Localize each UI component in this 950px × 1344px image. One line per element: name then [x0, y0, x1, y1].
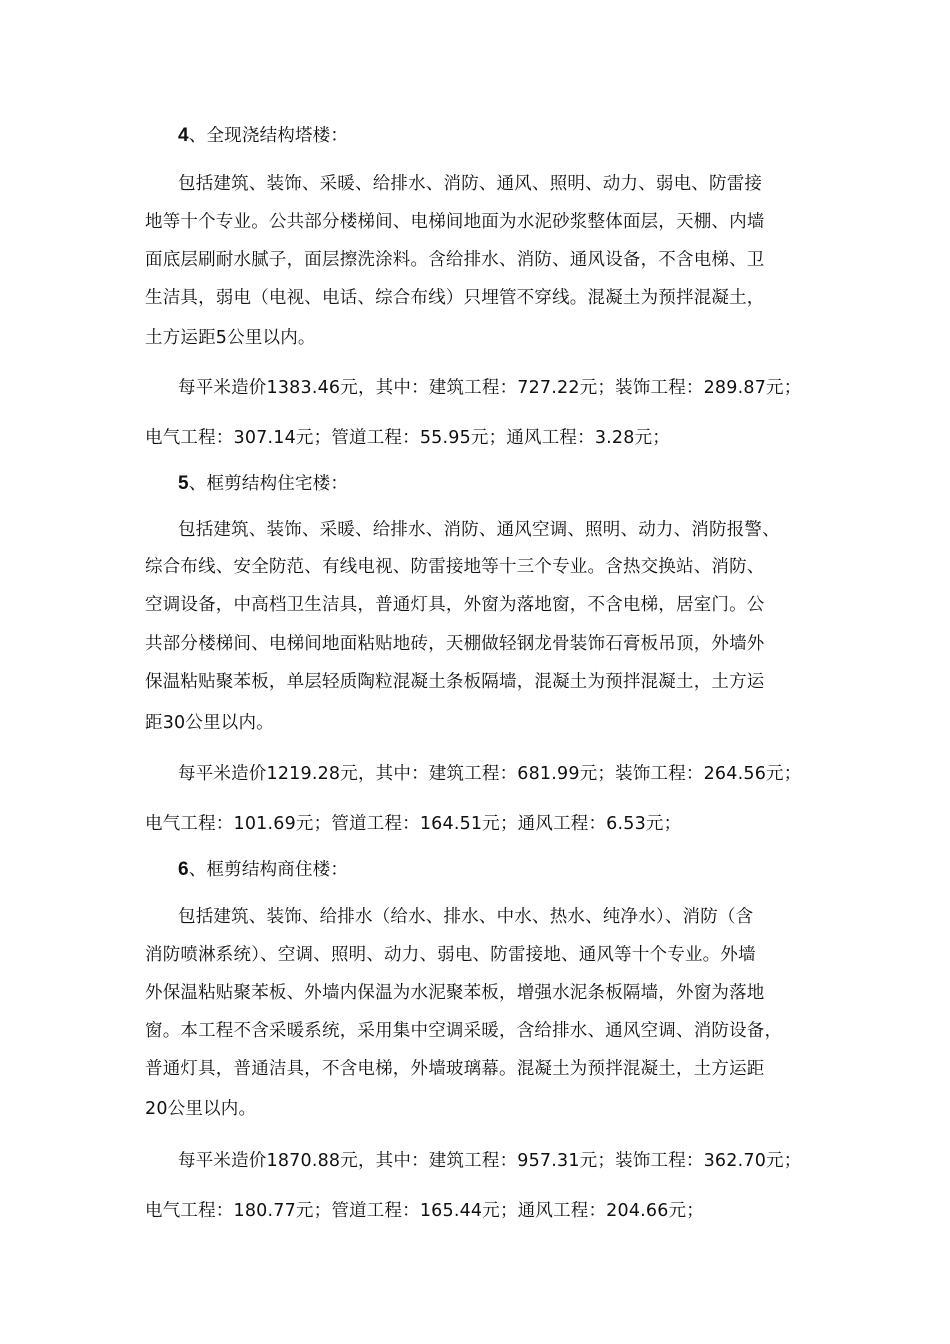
paragraph-line: 包括建筑、装饰、采暖、给排水、消防、通风空调、照明、动力、消防报警、 [178, 520, 780, 540]
paragraph-line: 消防喷淋系统）、空调、照明、动力、弱电、防雷接地、通风等十个专业。外墙 [145, 945, 756, 965]
paragraph-line: 窗。本工程不含采暖系统，采用集中空调采暖，含给排水、通风空调、消防设备， [145, 1021, 783, 1041]
price-line: 每平米造价1383.46元，其中：建筑工程：727.22元；装饰工程：289.87元； [178, 378, 802, 398]
paragraph-line: 普通灯具，普通洁具，不含电梯，外墙玻璃幕。混凝土为预拌混凝土，土方运距 [145, 1059, 765, 1079]
paragraph-line: 地等十个专业。公共部分楼梯间、电梯间地面为水泥砂浆整体面层，天棚、内墙 [145, 212, 765, 232]
paragraph-line: 包括建筑、装饰、采暖、给排水、消防、通风、照明、动力、弱电、防雷接 [178, 174, 763, 194]
section-heading [178, 858, 878, 882]
price-line: 电气工程：307.14元；管道工程：55.95元；通风工程：3.28元； [145, 428, 670, 448]
paragraph-line: 生洁具，弱电（电视、电话、综合布线）只埋管不穿线。混凝土为预拌混凝土， [145, 288, 765, 308]
price-line: 电气工程：101.69元；管道工程：164.51元；通风工程：6.53元； [145, 814, 682, 834]
price-line: 每平米造价1870.88元，其中：建筑工程：957.31元；装饰工程：362.70元； [178, 1151, 802, 1171]
section-number: 6 [178, 859, 189, 880]
paragraph-line: 共部分楼梯间、电梯间地面粘贴地砖，天棚做轻钢龙骨装饰石膏板吊顶，外墙外 [145, 634, 765, 654]
paragraph-line: 包括建筑、装饰、给排水（给水、排水、中水、热水、纯净水）、消防（含 [178, 907, 754, 927]
paragraph-line: 土方运距5公里以内。 [145, 328, 316, 348]
paragraph-line: 距30公里以内。 [145, 713, 274, 733]
section-heading [178, 124, 878, 148]
section-number: 5 [178, 473, 189, 494]
paragraph-line: 空调设备，中高档卫生洁具，普通灯具，外窗为落地窗，不含电梯，居室门。公 [145, 595, 765, 615]
paragraph-line: 保温粘贴聚苯板，单层轻质陶粒混凝土条板隔墙，混凝土为预拌混凝土，土方运 [145, 672, 765, 692]
section-title: 、框剪结构商住楼： [188, 860, 349, 880]
paragraph-line: 外保温粘贴聚苯板、外墙内保温为水泥聚苯板，增强水泥条板隔墙，外窗为落地 [145, 983, 765, 1003]
paragraph-line: 面底层刷耐水腻子，面层擦洗涂料。含给排水、消防、通风设备，不含电梯、卫 [145, 250, 765, 270]
section-heading [178, 472, 878, 496]
paragraph-line: 20公里以内。 [145, 1099, 257, 1119]
section-title: 、框剪结构住宅楼： [188, 474, 349, 494]
price-line: 每平米造价1219.28元，其中：建筑工程：681.99元；装饰工程：264.56元； [178, 764, 802, 784]
paragraph-line: 综合布线、安全防范、有线电视、防雷接地等十三个专业。含热交换站、消防、 [145, 557, 765, 577]
section-title: 、全现浇结构塔楼： [188, 126, 349, 146]
price-line: 电气工程：180.77元；管道工程：165.44元；通风工程：204.66元； [145, 1201, 704, 1221]
section-number: 4 [178, 125, 189, 146]
